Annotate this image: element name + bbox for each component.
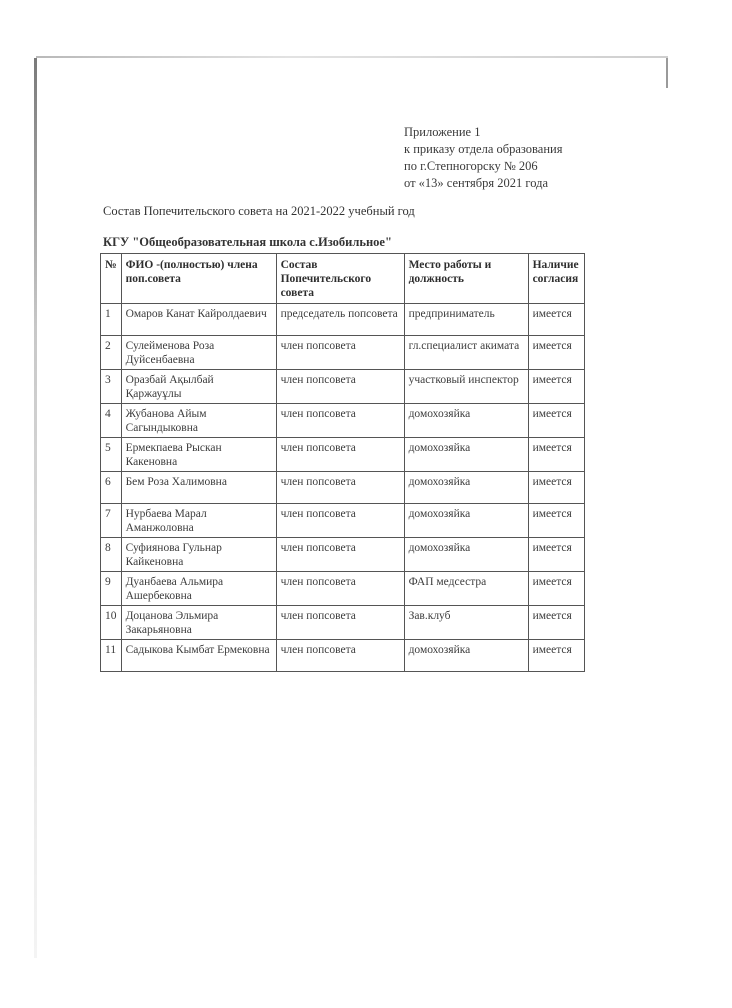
cell-name: Дуанбаева Альмира Ашербековна [121,572,276,606]
header-num: № [101,254,122,304]
cell-name: Нурбаева Марал Аманжоловна [121,504,276,538]
cell-name: Оразбай Ақылбай Қаржауұлы [121,370,276,404]
appendix-line-4: от «13» сентября 2021 года [404,176,549,190]
cell-work: гл.специалист акимата [404,336,528,370]
cell-work: домохозяйка [404,538,528,572]
scan-edge-left [34,58,37,958]
cell-num: 4 [101,404,122,438]
cell-position: член попсовета [276,438,404,472]
cell-work: Зав.клуб [404,606,528,640]
cell-work: домохозяйка [404,472,528,504]
cell-num: 3 [101,370,122,404]
appendix-line-2: к приказу отдела образования [404,142,563,156]
table-row [101,640,585,672]
cell-num: 5 [101,438,122,472]
cell-consent: имеется [528,504,584,538]
members-table [100,253,585,672]
cell-consent: имеется [528,472,584,504]
cell-position: член попсовета [276,538,404,572]
table-row [101,504,585,538]
cell-work: домохозяйка [404,640,528,672]
cell-name: Сулейменова Роза Дуйсенбаевна [121,336,276,370]
cell-position: член попсовета [276,572,404,606]
cell-position: член попсовета [276,472,404,504]
appendix-line-1: Приложение 1 [404,125,481,139]
cell-position: член попсовета [276,504,404,538]
cell-name: Суфиянова Гульнар Кайкеновна [121,538,276,572]
appendix-line-3: по г.Степногорску № 206 [404,159,538,173]
table-row [101,472,585,504]
cell-position: председатель попсовета [276,304,404,336]
document-title: Состав Попечительского совета на 2021-2022 учебный год [103,204,415,218]
table-row [101,336,585,370]
cell-num: 1 [101,304,122,336]
header-name: ФИО -(полностью) члена поп.совета [121,254,276,304]
cell-num: 9 [101,572,122,606]
table-row [101,538,585,572]
table-body [101,304,585,672]
cell-work: домохозяйка [404,438,528,472]
header-work: Место работы и должность [404,254,528,304]
table-row [101,572,585,606]
cell-num: 7 [101,504,122,538]
cell-consent: имеется [528,572,584,606]
cell-num: 6 [101,472,122,504]
cell-consent: имеется [528,404,584,438]
cell-num: 8 [101,538,122,572]
header-position: Состав Попечительского совета [276,254,404,304]
cell-consent: имеется [528,304,584,336]
cell-consent: имеется [528,336,584,370]
cell-work: предприниматель [404,304,528,336]
cell-consent: имеется [528,606,584,640]
school-name: КГУ "Общеобразовательная школа с.Изобильное" [103,235,392,249]
table-row [101,370,585,404]
cell-work: домохозяйка [404,404,528,438]
cell-position: член попсовета [276,370,404,404]
cell-name: Доцанова Эльмира Закарьяновна [121,606,276,640]
cell-consent: имеется [528,438,584,472]
cell-position: член попсовета [276,640,404,672]
scan-edge-right [666,58,668,88]
appendix-block [404,124,562,192]
cell-name: Омаров Канат Кайролдаевич [121,304,276,336]
cell-num: 10 [101,606,122,640]
cell-num: 11 [101,640,122,672]
table-row [101,606,585,640]
cell-position: член попсовета [276,404,404,438]
header-consent: Наличие согласия [528,254,584,304]
cell-consent: имеется [528,538,584,572]
cell-work: ФАП медсестра [404,572,528,606]
scan-edge-top [36,56,668,58]
table-row [101,438,585,472]
cell-position: член попсовета [276,606,404,640]
cell-name: Жубанова Айым Сагындыковна [121,404,276,438]
cell-consent: имеется [528,640,584,672]
cell-name: Садыкова Кымбат Ермековна [121,640,276,672]
table-header-row [101,254,585,304]
cell-position: член попсовета [276,336,404,370]
cell-work: домохозяйка [404,504,528,538]
cell-consent: имеется [528,370,584,404]
cell-num: 2 [101,336,122,370]
cell-work: участковый инспектор [404,370,528,404]
cell-name: Бем Роза Халимовна [121,472,276,504]
table-row [101,404,585,438]
table-row [101,304,585,336]
cell-name: Ермекпаева Рыскан Какеновна [121,438,276,472]
